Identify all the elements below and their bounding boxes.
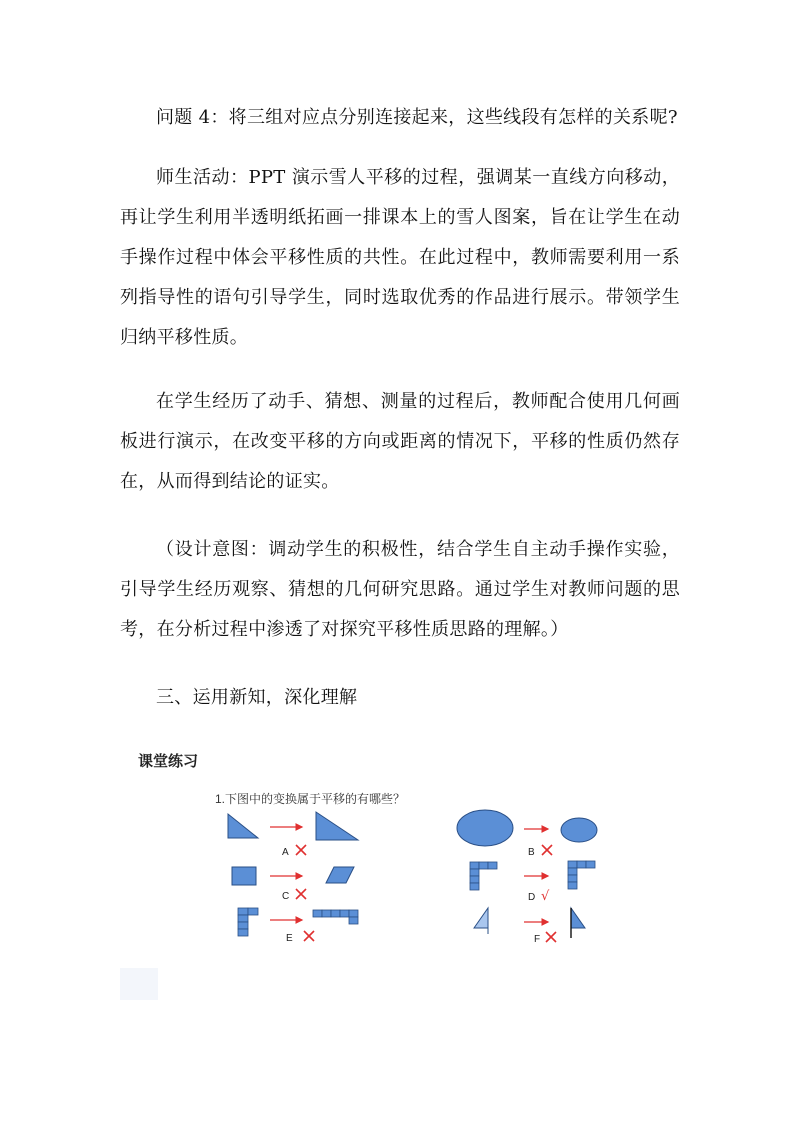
triangle-enlarged-shape (316, 812, 358, 840)
check-d-icon: √ (541, 889, 550, 904)
figure-shadow-fragment (120, 968, 158, 1000)
l-shape-vertical (238, 908, 258, 936)
demo-paragraph: 在学生经历了动手、猜想、测量的过程后，教师配合使用几何画板进行演示，在改变平移的方向或距离的情况下，平移的性质仍然存在，从而得到结论的证实。 (120, 391, 680, 492)
exercise-diagram (120, 742, 648, 960)
circle-small-shape (561, 818, 597, 842)
label-e: E (286, 933, 293, 944)
flag-triangle-flipped (571, 908, 585, 928)
l-shape-d-translated (568, 861, 595, 889)
circle-large-shape (457, 810, 513, 846)
exercise-question: 1.下图中的变换属于平移的有哪些？ (215, 792, 406, 806)
design-intent-paragraph: （设计意图：调动学生的积极性，结合学生自主动手操作实验，引导学生经历观察、猜想的几何研究思路。通过学生对教师问题的思考，在分析过程中渗透了对探究平移性质思路的理解。） (120, 539, 680, 640)
parallelogram-shape (326, 867, 354, 883)
label-a: A (282, 847, 289, 858)
label-f: F (534, 934, 541, 945)
l-shape-rotated (313, 910, 358, 924)
label-c: C (282, 891, 290, 902)
square-original-shape (232, 867, 256, 885)
cross-b-icon (542, 845, 552, 855)
question-4-paragraph: 问题 4：将三组对应点分别连接起来，这些线段有怎样的关系呢? (156, 107, 678, 128)
cross-e-icon (304, 931, 314, 941)
cross-f-icon (546, 932, 556, 942)
section-3-heading: 三、运用新知，深化理解 (156, 687, 358, 708)
classroom-exercise-figure (120, 742, 648, 960)
flag-triangle-original (474, 908, 488, 928)
cross-c-icon (296, 889, 306, 899)
exercise-title: 课堂练习 (138, 752, 199, 770)
label-b: B (528, 847, 535, 858)
triangle-original-shape (228, 814, 258, 838)
cross-a-icon (296, 845, 306, 855)
label-d: D (528, 892, 536, 903)
activity-paragraph: 师生活动：PPT 演示雪人平移的过程，强调某一直线方向移动，再让学生利用半透明纸拓画一排课本上的雪人图案，旨在让学生在动手操作过程中体会平移性质的共性。在此过程中，教师需要利用一系列指导性的语句引导学生，同时选取优秀的作品进行展示。带领学生归纳平移性质。 (120, 167, 680, 348)
l-shape-d-original (470, 862, 497, 890)
